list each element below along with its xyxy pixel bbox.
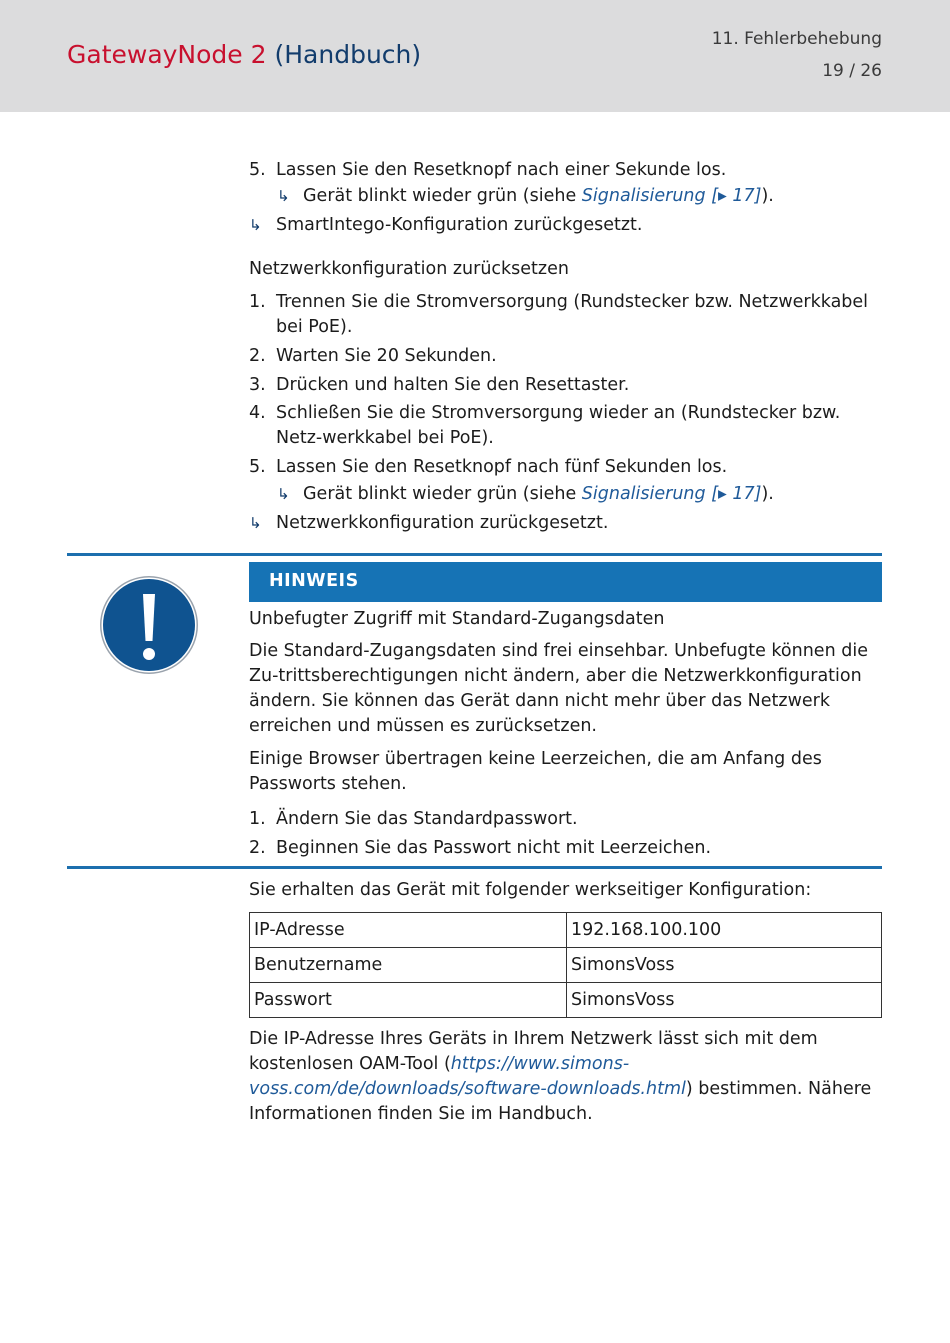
step-number: 3. xyxy=(249,375,266,395)
step-text: Beginnen Sie das Passwort nicht mit Leerzeichen. xyxy=(276,838,712,858)
list-item xyxy=(249,344,882,369)
table-cell-value: 192.168.100.100 xyxy=(567,913,882,948)
table-cell-key: Benutzername xyxy=(250,948,567,983)
factory-intro: Sie erhalten das Gerät mit folgender werkseitiger Konfiguration: xyxy=(249,880,812,900)
list-item xyxy=(249,158,882,183)
table-cell-key: IP-Adresse xyxy=(250,913,567,948)
step-result xyxy=(249,482,882,507)
arrow-hook-icon: ↳ xyxy=(277,187,290,205)
result-text: Netzwerkkonfiguration zurückgesetzt. xyxy=(276,513,609,533)
step-text: Warten Sie 20 Sekunden. xyxy=(276,346,497,366)
step-number: 5. xyxy=(249,457,266,477)
result-text: Gerät blinkt wieder grün (siehe xyxy=(303,186,582,206)
notice-paragraph: Einige Browser übertragen keine Leerzeichen, die am Anfang des Passworts stehen. xyxy=(249,749,822,794)
notice-banner xyxy=(249,562,882,602)
result-text: SmartIntego-Konfiguration zurückgesetzt. xyxy=(276,215,643,235)
result-text-end: ). xyxy=(761,484,774,504)
list-item xyxy=(249,836,882,861)
arrow-hook-icon: ↳ xyxy=(277,485,290,503)
table-cell-value: SimonsVoss xyxy=(567,983,882,1018)
step-text: Trennen Sie die Stromversorgung (Rundstecker bzw. Netzwerkkabel bei PoE). xyxy=(276,292,869,337)
signalisierung-link[interactable]: Signalisierung [▸ 17] xyxy=(581,484,762,504)
step-result xyxy=(249,184,882,209)
notice-title: Unbefugter Zugriff mit Standard-Zugangsdaten xyxy=(249,609,665,629)
step-number: 2. xyxy=(249,346,266,366)
list-item xyxy=(249,290,882,340)
table-cell-key: Passwort xyxy=(250,983,567,1018)
list-item xyxy=(249,401,882,451)
step-number: 1. xyxy=(249,809,266,829)
step-number: 5. xyxy=(249,160,266,180)
list-item xyxy=(249,373,882,398)
notice-label: HINWEIS xyxy=(269,571,359,591)
step-text: Ändern Sie das Standardpasswort. xyxy=(276,809,578,829)
factory-outro xyxy=(249,1027,882,1127)
factory-config-table xyxy=(249,912,882,1018)
step-number: 1. xyxy=(249,292,266,312)
exclamation-circle-icon xyxy=(99,575,199,675)
list-item xyxy=(249,455,882,480)
step-text: Lassen Sie den Resetknopf nach fünf Sekunden los. xyxy=(276,457,728,477)
section-result xyxy=(249,213,882,238)
page-number: 19 / 26 xyxy=(822,61,882,81)
outro-text-end: ) bestimmen. Nähere Informationen finden Sie im Handbuch. xyxy=(249,1079,872,1124)
chapter-title: 11. Fehlerbehebung xyxy=(711,29,882,49)
table-cell-value: SimonsVoss xyxy=(567,948,882,983)
notice-top-rule xyxy=(67,553,882,556)
result-text: Gerät blinkt wieder grün (siehe xyxy=(303,484,582,504)
notice-bottom-rule xyxy=(67,866,882,869)
download-link[interactable]: https://www.simons-voss.com/de/downloads/software-downloads.html xyxy=(249,1054,686,1099)
product-name: GatewayNode 2 xyxy=(67,40,267,69)
result-text-end: ). xyxy=(761,186,774,206)
table-row xyxy=(250,913,882,948)
step-text: Drücken und halten Sie den Resettaster. xyxy=(276,375,630,395)
step-number: 2. xyxy=(249,838,266,858)
manual-label: (Handbuch) xyxy=(274,40,422,69)
signalisierung-link[interactable]: Signalisierung [▸ 17] xyxy=(581,186,762,206)
table-row xyxy=(250,983,882,1018)
step-text: Schließen Sie die Stromversorgung wieder an (Rundstecker bzw. Netz-werkkabel bei PoE). xyxy=(276,403,841,448)
section-heading: Netzwerkkonfiguration zurücksetzen xyxy=(249,259,569,279)
page-header xyxy=(0,0,950,112)
outro-text: Die IP-Adresse Ihres Geräts in Ihrem Netzwerk lässt sich mit dem kostenlosen OAM-Tool ( xyxy=(249,1029,818,1074)
list-item xyxy=(249,807,882,832)
table-row xyxy=(250,948,882,983)
step-number: 4. xyxy=(249,403,266,423)
step-text: Lassen Sie den Resetknopf nach einer Sekunde los. xyxy=(276,160,727,180)
section-result xyxy=(249,511,882,536)
document-title xyxy=(67,38,421,72)
notice-paragraph: Die Standard-Zugangsdaten sind frei einsehbar. Unbefugte können die Zu-trittsberechtigungen nicht ändern, aber die Netzwerkkonfiguration ändern. Sie können das Gerät dann nicht mehr über das Netzwerk erreichen und müssen es zurücksetzen. xyxy=(249,641,868,736)
arrow-hook-icon: ↳ xyxy=(249,514,262,532)
arrow-hook-icon: ↳ xyxy=(249,216,262,234)
